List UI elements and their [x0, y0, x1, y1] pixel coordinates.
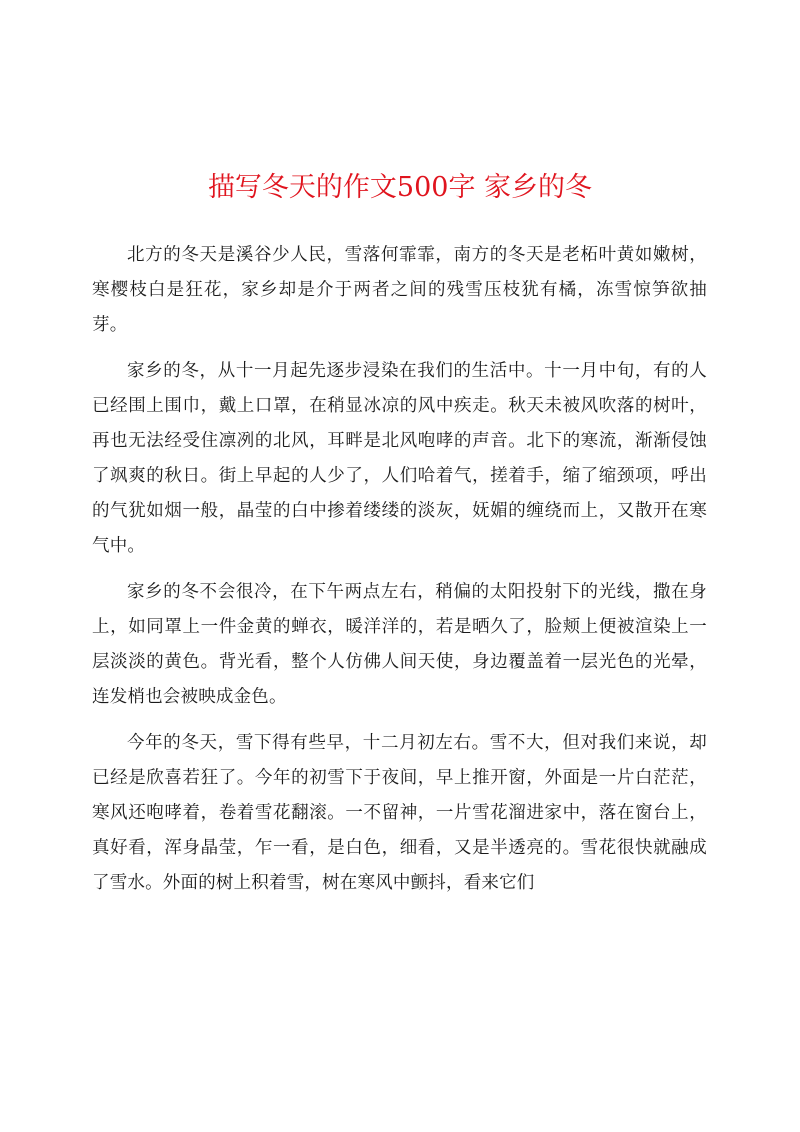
paragraph-1: 北方的冬天是溪谷少人民，雪落何霏霏，南方的冬天是老柘叶黄如嫩树，寒樱枝白是狂花，家乡却是介于两者之间的残雪压枝犹有橘，冻雪惊笋欲抽芽。	[92, 245, 707, 335]
document-title: 描写冬天的作文500字 家乡的冬	[207, 172, 593, 203]
paragraph-4: 今年的冬天，雪下得有些早，十二月初左右。雪不大，但对我们来说，却已经是欣喜若狂了。今年的初雪下于夜间，早上推开窗，外面是一片白茫茫，寒风还咆哮着，卷着雪花翻滚。一不留神，一片雪花溜进家中，落在窗台上，真好看，浑身晶莹，乍一看，是白色，细看，又是半透亮的。雪花很快就融成了雪水。外面的树上积着雪，树在寒风中颤抖，看来它们	[92, 733, 707, 893]
paragraph-2: 家乡的冬，从十一月起先逐步浸染在我们的生活中。十一月中旬，有的人已经围上围巾，戴上口罩，在稍显冰凉的风中疾走。秋天未被风吹落的树叶，再也无法经受住凛冽的北风，耳畔是北风咆哮的声音。北下的寒流，渐渐侵蚀了飒爽的秋日。街上早起的人少了，人们哈着气，搓着手，缩了缩颈项，呼出的气犹如烟一般，晶莹的白中掺着缕缕的淡灰，妩媚的缠绕而上，又散开在寒气中。	[92, 361, 707, 556]
paragraph-3: 家乡的冬不会很冷，在下午两点左右，稍偏的太阳投射下的光线，撒在身上，如同罩上一件金黄的蝉衣，暖洋洋的，若是晒久了，脸颊上便被渲染上一层淡淡的黄色。背光看，整个人仿佛人间天使，身边覆盖着一层光色的光晕，连发梢也会被映成金色。	[92, 582, 707, 707]
document-body	[92, 238, 707, 912]
